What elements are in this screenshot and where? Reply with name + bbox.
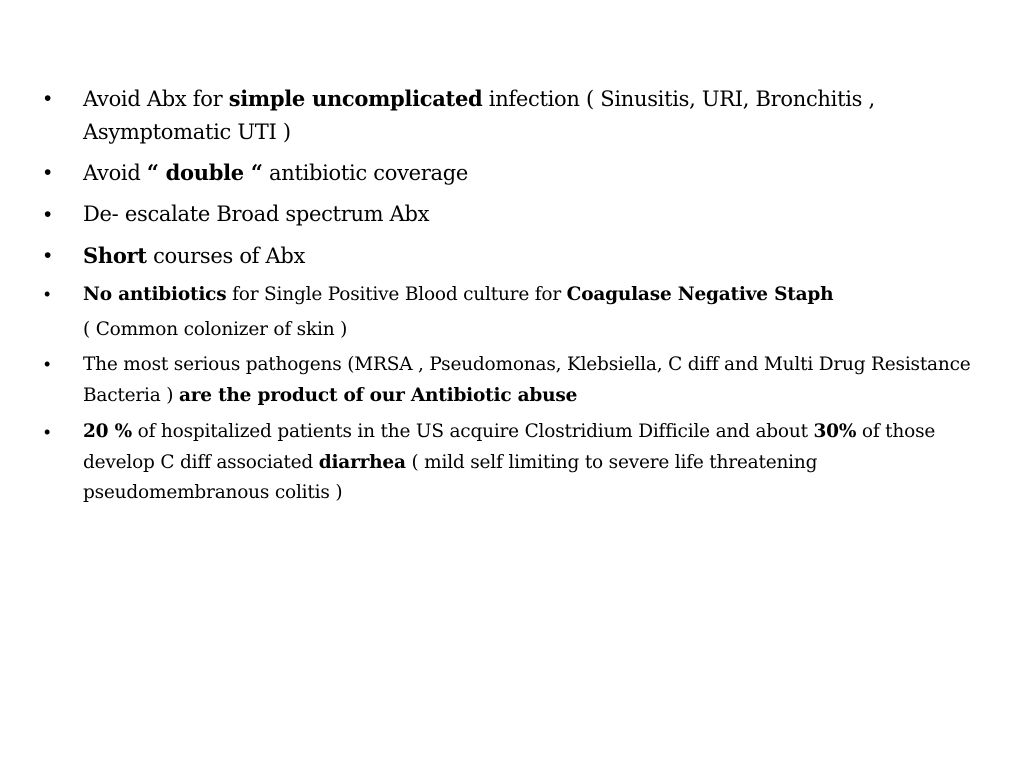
item-bold-text: “ double “ — [146, 160, 263, 185]
item-text: antibiotic coverage — [262, 161, 469, 185]
item-text: Avoid — [83, 161, 147, 185]
list-item — [44, 417, 984, 509]
item-bold-text: are the product of our Antibiotic abuse — [178, 385, 578, 406]
item-bold-text: No antibiotics — [83, 284, 227, 305]
bullet-icon: • — [44, 87, 52, 110]
item-text: ( Common colonizer of skin ) — [83, 319, 348, 340]
item-bold-text: 30% — [813, 421, 857, 442]
item-text: for Single Positive Blood culture for — [226, 284, 567, 305]
list-item — [44, 279, 984, 345]
bullet-icon: • — [44, 203, 52, 226]
item-text: ( mild self limiting to severe life threatening pseudomembranous colitis ) — [83, 451, 818, 503]
item-bold-text: Short — [83, 243, 147, 268]
list-item — [44, 82, 984, 149]
item-text: De- escalate Broad spectrum Abx — [83, 202, 430, 226]
list-item — [44, 198, 984, 231]
item-bold-text: diarrhea — [318, 451, 406, 473]
item-text: The most serious pathogens (MRSA , Pseudomonas, Klebsiella, C diff and Multi Drug Resistance Bacteria ) — [83, 354, 971, 406]
item-bold-text: simple uncomplicated — [228, 86, 483, 111]
item-bold-text: Coagulase Negative Staph — [566, 284, 834, 305]
bullet-icon: • — [44, 161, 52, 184]
list-item — [44, 239, 984, 273]
bullet-icon: • — [44, 244, 52, 267]
bullet-list — [44, 82, 984, 509]
item-text: infection ( Sinusitis, URI, Bronchitis , Asymptomatic UTI ) — [83, 87, 875, 144]
bullet-icon: • — [44, 284, 51, 304]
item-text: Avoid Abx for — [83, 87, 229, 111]
bullet-icon: • — [44, 422, 51, 442]
item-bold-text: 20 % — [83, 421, 132, 442]
list-item — [44, 349, 984, 411]
item-text: courses of Abx — [146, 244, 306, 268]
item-text: of those develop C diff associated — [83, 421, 936, 473]
list-item — [44, 156, 984, 190]
item-text: of hospitalized patients in the US acquire Clostridium Difficile and about — [131, 421, 814, 442]
bullet-icon: • — [44, 354, 51, 374]
